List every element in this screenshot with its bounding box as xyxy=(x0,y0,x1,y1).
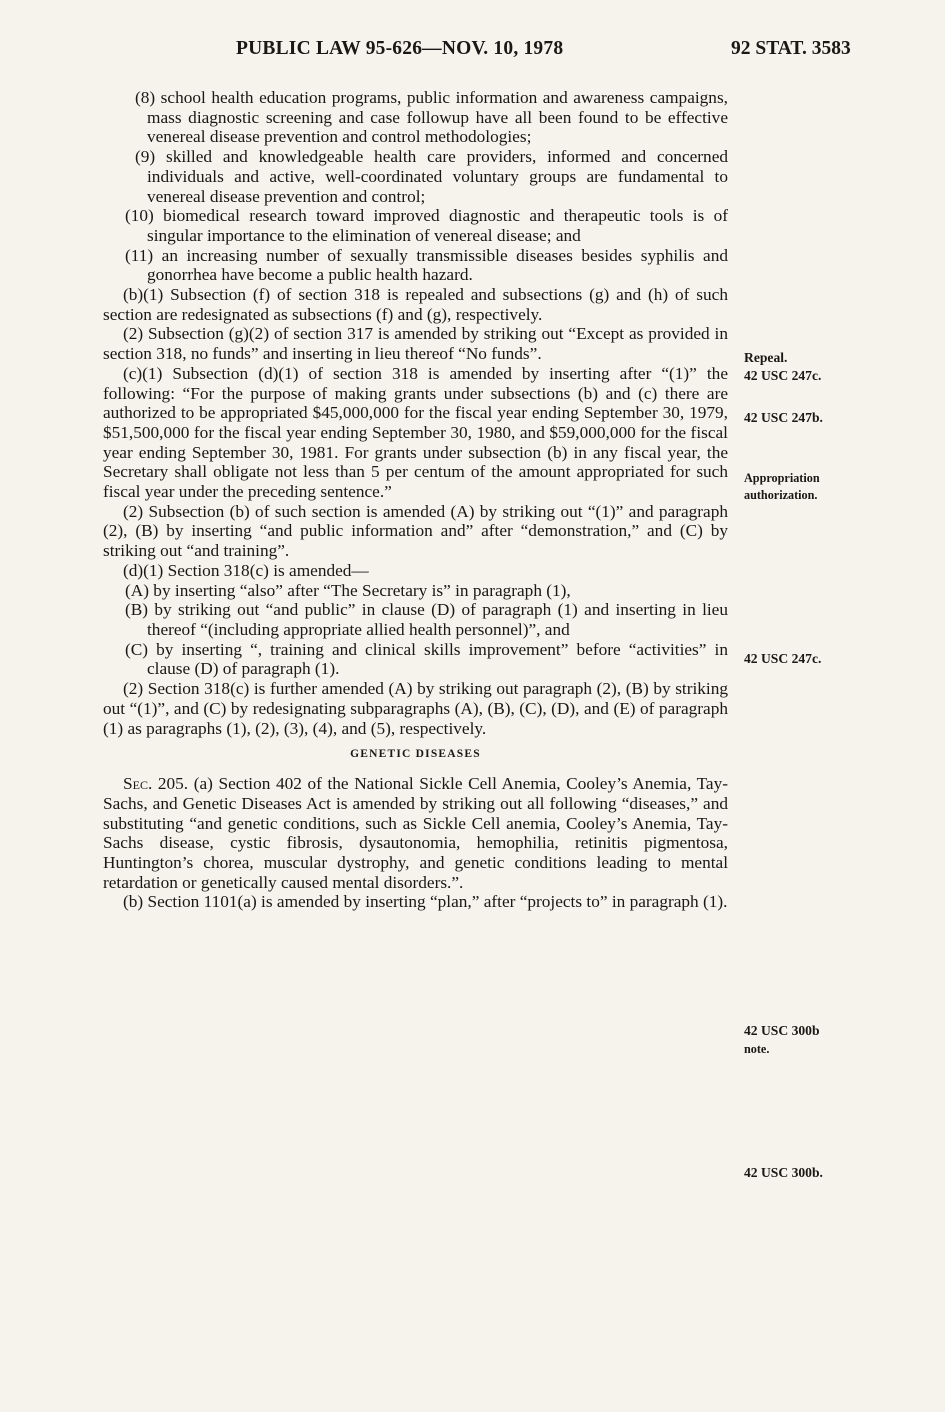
margin-note-usc: 42 USC 247b. xyxy=(744,410,823,425)
paragraph-10: (10) biomedical research toward improved diagnostic and therapeutic tools is of singular importance to the elimination of venereal disease; and xyxy=(125,206,728,245)
clause-a: (A) by inserting “also” after “The Secretary is” in paragraph (1), xyxy=(125,580,571,600)
section-205-a-text: (a) Section 402 of the National Sickle Cell Anemia, Cooley’s Anemia, Tay-Sachs, and Genetic Diseases Act is amended by striking out all following “diseases,” and substituting “and genetic conditions, such as Sickle Cell anemia, Cooley’s Anemia, Tay-Sachs disease, cystic fibrosis, dysautonomia, hemophilia, retinitis pigmentosa, Huntington’s chorea, muscular dystrophy, and genetic conditions leading to mental retardation or genetically caused mental disorders.”. xyxy=(103,774,728,892)
paragraph-8: (8) school health education programs, public information and awareness campaigns, mass diagnostic screening and case followup have all been found to be effective venereal disease prevention and control methodologies; xyxy=(135,88,728,147)
margin-note-appropriation: Appropriation xyxy=(744,471,820,485)
subsection-d2: (2) Section 318(c) is further amended (A) by striking out paragraph (2), (B) by striking out “(1)”, and (C) by redesignating subparagraphs (A), (B), (C), (D), and (E) of paragraph (1) as paragraphs (1), (2), (3), (4), and (5), respectively. xyxy=(103,679,728,738)
margin-note-usc: 42 USC 300b xyxy=(744,1023,820,1038)
body-text xyxy=(103,88,728,912)
subsection-c1: (c)(1) Subsection (d)(1) of section 318 is amended by inserting after “(1)” the following: “For the purpose of making grants under subsections (b) and (c) there are authorized to be appropriated $45,000,000 for the fiscal year ending September 30, 1979, $51,500,000 for the fiscal year ending September 30, 1980, and $59,000,000 for the fiscal year ending September 30, 1981. For grants under subsection (b) in any fiscal year, the Secretary shall obligate not less than 5 per centum of the amount appropriated for such fiscal year under the preceding sentence.” xyxy=(103,363,728,502)
running-header-stat: 92 STAT. 3583 xyxy=(731,38,851,59)
section-heading: GENETIC DISEASES xyxy=(350,748,481,761)
subsection-b2: (2) Subsection (g)(2) of section 317 is amended by striking out “Except as provided in section 318, no funds” and inserting in lieu thereof “No funds”. xyxy=(103,324,728,364)
running-header-title: PUBLIC LAW 95-626—NOV. 10, 1978 xyxy=(236,38,564,59)
margin-note-usc: 42 USC 247c. xyxy=(744,368,822,383)
clause-b: (B) by striking out “and public” in clause (D) of paragraph (1) and inserting in lieu thereof “(including appropriate allied health personnel)”, and xyxy=(125,600,728,639)
section-205-b: (b) Section 1101(a) is amended by inserting “plan,” after “projects to” in paragraph (1). xyxy=(123,892,728,912)
margin-note-usc: 42 USC 247c. xyxy=(744,651,822,666)
margin-note-note: note. xyxy=(744,1042,770,1056)
section-205-a xyxy=(103,774,728,892)
subsection-d1: (d)(1) Section 318(c) is amended— xyxy=(123,560,369,580)
margin-note-repeal: Repeal. xyxy=(744,350,788,365)
clause-c: (C) by inserting “, training and clinical skills improvement” before “activities” in clause (D) of paragraph (1). xyxy=(125,639,728,679)
paragraph-11: (11) an increasing number of sexually transmissible diseases besides syphilis and gonorrhea have become a public health hazard. xyxy=(125,245,728,285)
margin-note-usc: 42 USC 300b. xyxy=(744,1165,823,1180)
subsection-b1: (b)(1) Subsection (f) of section 318 is repealed and subsections (g) and (h) of such section are redesignated as subsections (f) and (g), respectively. xyxy=(103,285,728,324)
paragraph-9: (9) skilled and knowledgeable health care providers, informed and concerned individuals and active, well-coordinated voluntary groups are fundamental to venereal disease prevention and control; xyxy=(135,147,728,206)
section-label: Sec. 205. xyxy=(123,774,189,794)
margin-note-authorization: authorization. xyxy=(744,488,818,502)
subsection-c2: (2) Subsection (b) of such section is amended (A) by striking out “(1)” and paragraph (2), (B) by inserting “and public information and” after “demonstration,” and (C) by striking out “and training”. xyxy=(103,501,728,561)
